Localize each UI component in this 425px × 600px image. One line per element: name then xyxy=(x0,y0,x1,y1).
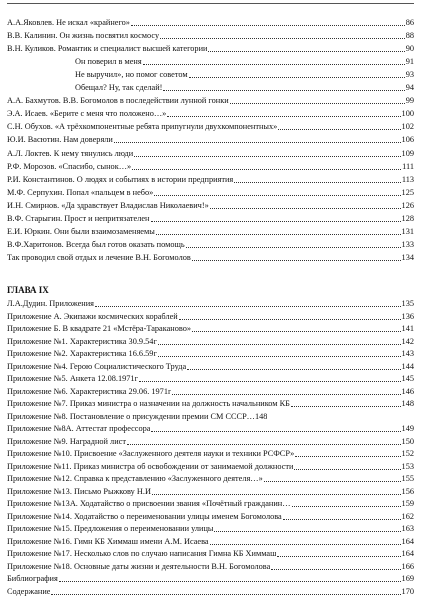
toc-entry xyxy=(7,510,414,522)
dot-leader xyxy=(292,506,401,507)
toc-entry-title: В.Ф.Харитонов. Всегда был готов оказать помощь xyxy=(7,239,185,249)
toc-entry xyxy=(7,360,414,372)
toc-entry xyxy=(7,460,414,472)
toc-entry-page: 156 xyxy=(401,486,414,496)
dot-leader xyxy=(187,369,400,370)
dot-leader xyxy=(139,381,401,382)
toc-entry-title: Он поверил в меня xyxy=(75,57,142,67)
toc-entry-title: Обещал? Ну, так сделай! xyxy=(75,83,163,93)
toc-entry xyxy=(7,94,414,106)
toc-entry-title: Приложение №13. Письмо Рыжкову Н.И xyxy=(7,486,151,496)
toc-entry xyxy=(7,29,414,41)
toc-entry-title: Содержание xyxy=(7,586,51,596)
toc-entry-title: Приложение №16. Гимн КБ Химмаш имени А.М. Исаева xyxy=(7,536,209,546)
dot-leader xyxy=(264,481,401,482)
toc-entry xyxy=(7,560,414,572)
toc-entry-page: 144 xyxy=(401,361,414,371)
toc-entry xyxy=(7,585,414,597)
dot-leader xyxy=(158,344,401,345)
dot-leader xyxy=(114,142,401,143)
toc-entry-page: 149 xyxy=(401,424,414,433)
toc-entry-page: 146 xyxy=(401,386,414,396)
dot-leader xyxy=(291,406,401,407)
toc-entry-title: Е.И. Юркин. Они были взаимозаменяемы xyxy=(7,226,155,236)
toc-entry xyxy=(7,535,414,547)
toc-entry-title: А.Л. Локтев. К нему тянулись люди xyxy=(7,148,134,158)
toc-entry-page: 133 xyxy=(401,239,414,249)
toc-entry xyxy=(7,225,414,237)
toc-entry-title: Приложение №8А. Аттестат профессора xyxy=(7,424,151,433)
toc-entry-title: Приложение №1. Характеристика 30.9.54г xyxy=(7,336,157,346)
toc-entry-title: Не выручил», но помог советом xyxy=(75,70,188,80)
toc-entry-page: 163 xyxy=(401,524,414,533)
dot-leader xyxy=(160,38,405,39)
toc-entry-page: 153 xyxy=(401,461,414,471)
toc-entry xyxy=(7,422,414,434)
toc-entry xyxy=(7,68,414,80)
toc-entry-page: 128 xyxy=(401,213,414,223)
toc-entry-title: М.Ф. Серпухин. Попал «пальцем в небо» xyxy=(7,187,154,197)
toc-entry-title: И.Н. Смирнов. «Да здравствует Владислав Николаевич!» xyxy=(7,200,209,210)
dot-leader xyxy=(163,90,404,91)
toc-entry-title: Приложение №4. Герою Социалистического Труда xyxy=(7,361,187,371)
toc-entry-page: 131 xyxy=(401,226,414,236)
toc-entry-title: Приложение №13А. Ходатайство о присвоении звания «Почётный гражданин… xyxy=(7,499,291,508)
toc-entry-page: 164 xyxy=(401,536,414,546)
toc-entry xyxy=(7,16,414,28)
toc-entry-page: 145 xyxy=(401,374,414,383)
dot-leader xyxy=(208,51,404,52)
toc-entry xyxy=(7,160,414,172)
toc-entry-title: Приложение №11. Приказ министра об освобождении от занимаемой должности xyxy=(7,461,294,471)
dot-leader xyxy=(59,581,401,582)
dot-leader xyxy=(214,531,400,532)
toc-entry-title: Л.А.Дудин. Приложения xyxy=(7,299,94,308)
toc-entry xyxy=(7,547,414,559)
toc-entry xyxy=(7,522,414,534)
toc-entry-title: Приложение №2. Характеристика 16.6.59г xyxy=(7,349,157,358)
toc-entry xyxy=(7,410,414,422)
toc-entry-title: Библиография xyxy=(7,574,58,583)
dot-leader xyxy=(156,234,401,235)
dot-leader xyxy=(189,77,405,78)
dot-leader xyxy=(167,116,400,117)
toc-entry xyxy=(7,251,414,263)
dot-leader xyxy=(186,247,401,248)
toc-entry-page: 134 xyxy=(401,252,414,262)
toc-entry xyxy=(7,120,414,132)
toc-entry-page: 166 xyxy=(401,561,414,571)
toc-entry-page: 142 xyxy=(401,336,414,346)
toc-entry xyxy=(7,322,414,334)
toc-entry-title: Приложение №7. Приказ министра о назначении на должность начальником КБ xyxy=(7,399,290,408)
dot-leader xyxy=(95,306,401,307)
dot-leader xyxy=(154,195,400,196)
dot-leader xyxy=(210,208,401,209)
toc-entry-title: Приложение №15. Предложения о переименовании улицы xyxy=(7,524,214,533)
toc-entry-page: 141 xyxy=(401,324,414,333)
toc-entry-title: Приложение №12. Справка к представлению «Заслуженного деятеля…» xyxy=(7,474,263,483)
toc-entry-page: 159 xyxy=(401,499,414,508)
toc-entry xyxy=(7,347,414,359)
toc-entry-title: Э.А. Исаев. «Берите с меня что положено…» xyxy=(7,109,167,119)
toc-entry-title: Приложение №6. Характеристика 29.06. 1971г xyxy=(7,386,172,396)
toc-entry xyxy=(7,107,414,119)
toc-entry xyxy=(7,472,414,484)
toc-entry-page: 106 xyxy=(401,135,414,145)
dot-leader xyxy=(283,519,401,520)
dot-leader xyxy=(234,182,401,183)
toc-entry xyxy=(7,572,414,584)
toc-entry xyxy=(7,435,414,447)
toc-entry-title: Так проводил свой отдых и лечение В.Н. Богомолов xyxy=(7,252,191,262)
dot-leader xyxy=(51,594,400,595)
dot-leader xyxy=(295,456,400,457)
toc-entry xyxy=(7,173,414,185)
toc-entry-title: Р.И. Константинов. О людях и событиях в истории предприятия xyxy=(7,174,234,184)
toc-entry xyxy=(7,335,414,347)
toc-entry-page: 164 xyxy=(401,549,414,558)
dot-leader xyxy=(192,331,400,332)
toc-entry-title: Приложение №17. Несколько слов по случаю написания Гимна КБ Химмаш xyxy=(7,549,277,558)
toc-entry-page: 94 xyxy=(405,83,414,93)
toc-entry-title: С.Н. Обухов. «А трёхкомпонентные ребята припугнули двухкомпонентных» xyxy=(7,122,278,132)
toc-entry xyxy=(7,497,414,509)
toc-entry-page: 109 xyxy=(401,148,414,158)
toc-entry xyxy=(7,199,414,211)
toc-entry xyxy=(7,81,414,93)
toc-entry-page: 111 xyxy=(402,161,414,171)
top-rule xyxy=(7,3,414,4)
toc-entry xyxy=(7,447,414,459)
toc-entry xyxy=(7,186,414,198)
toc-entry-page: 143 xyxy=(401,349,414,358)
dot-leader xyxy=(127,444,401,445)
toc-entry-page: 99 xyxy=(405,96,414,106)
dot-leader xyxy=(278,129,400,130)
toc-entry-page: 162 xyxy=(401,511,414,521)
toc-entry-title: Приложение Б. В квадрате 21 «Мстёра-Тараканово» xyxy=(7,324,192,333)
toc-entry-page: 90 xyxy=(405,44,414,54)
toc-entry xyxy=(7,147,414,159)
toc-entry-title: Приложение №14. Ходатайство о переименовании улицы именем Богомолова xyxy=(7,511,282,521)
toc-entry-title: Р.Ф. Морозов. «Спасибо, сынок…» xyxy=(7,161,132,171)
dot-leader xyxy=(277,556,400,557)
toc-entry xyxy=(7,310,414,322)
toc-entry-page: 169 xyxy=(401,574,414,583)
dot-leader xyxy=(230,103,405,104)
toc-entry xyxy=(7,238,414,250)
toc-entry xyxy=(7,372,414,384)
toc-entry-page: 136 xyxy=(401,311,414,321)
dot-leader xyxy=(210,544,401,545)
toc-entry-title: Приложение №8. Постановление о присуждении премии СМ СССР…148 xyxy=(7,411,268,421)
dot-leader xyxy=(294,469,400,470)
toc-entry-title: Приложение №9. Наградной лист xyxy=(7,436,126,446)
toc-entry xyxy=(7,133,414,145)
toc-entry-page: 155 xyxy=(401,474,414,483)
toc-entry-page: 152 xyxy=(401,449,414,458)
dot-leader xyxy=(132,169,401,170)
toc-entry xyxy=(7,297,414,309)
dot-leader xyxy=(134,156,400,157)
toc-entry-title: Приложение №18. Основные даты жизни и деятельности В.Н. Богомолова xyxy=(7,561,271,571)
toc-entry xyxy=(7,55,414,67)
toc-entry-page: 113 xyxy=(401,174,414,184)
chapter-heading: ГЛАВА IX xyxy=(7,285,49,295)
toc-entry-title: В.В. Калинин. Он жизнь посвятил космосу xyxy=(7,31,160,41)
toc-entry-page: 135 xyxy=(401,299,414,308)
toc-entry-page: 125 xyxy=(401,187,414,197)
toc-entry xyxy=(7,385,414,397)
toc-entry-page: 91 xyxy=(405,57,414,67)
dot-leader xyxy=(172,394,400,395)
toc-entry-title: Приложение №5. Анкета 12.08.1971г xyxy=(7,374,138,383)
toc-entry-page: 150 xyxy=(401,436,414,446)
dot-leader xyxy=(271,569,400,570)
toc-entry xyxy=(7,485,414,497)
toc-entry-page: 102 xyxy=(401,122,414,132)
dot-leader xyxy=(179,319,401,320)
toc-entry-title: А.А.Яковлев. Не искал «крайнего» xyxy=(7,18,130,27)
toc-entry-title: В.Н. Куликов. Романтик и специалист высшей категории xyxy=(7,44,208,54)
toc-entry-title: Приложение А. Экипажи космических кораблей xyxy=(7,311,178,321)
toc-entry-title: Приложение №10. Присвоение «Заслуженного деятеля науки и техники РСФСР» xyxy=(7,449,295,458)
toc-entry-page: 86 xyxy=(405,18,414,27)
dot-leader xyxy=(151,221,401,222)
toc-entry-page: 100 xyxy=(401,109,414,119)
toc-entry-title: В.Ф. Старыгин. Прост и непритязателен xyxy=(7,213,150,223)
toc-entry-title: А.А. Бахмутов. В.В. Богомолов в последействии лунной гонки xyxy=(7,96,229,106)
toc-entry-page: 88 xyxy=(405,31,414,41)
toc-entry-page: 170 xyxy=(401,586,414,596)
toc-entry-title: Ю.И. Васютин. Нам доверяли xyxy=(7,135,113,145)
dot-leader xyxy=(143,64,405,65)
dot-leader xyxy=(158,356,401,357)
dot-leader xyxy=(151,431,400,432)
toc-entry xyxy=(7,397,414,409)
toc-entry-page: 93 xyxy=(405,70,414,80)
toc-entry-page: 126 xyxy=(401,200,414,210)
toc-entry xyxy=(7,212,414,224)
dot-leader xyxy=(131,25,405,26)
dot-leader xyxy=(152,494,401,495)
toc-entry xyxy=(7,42,414,54)
dot-leader xyxy=(192,260,401,261)
toc-entry-page: 148 xyxy=(401,399,414,408)
